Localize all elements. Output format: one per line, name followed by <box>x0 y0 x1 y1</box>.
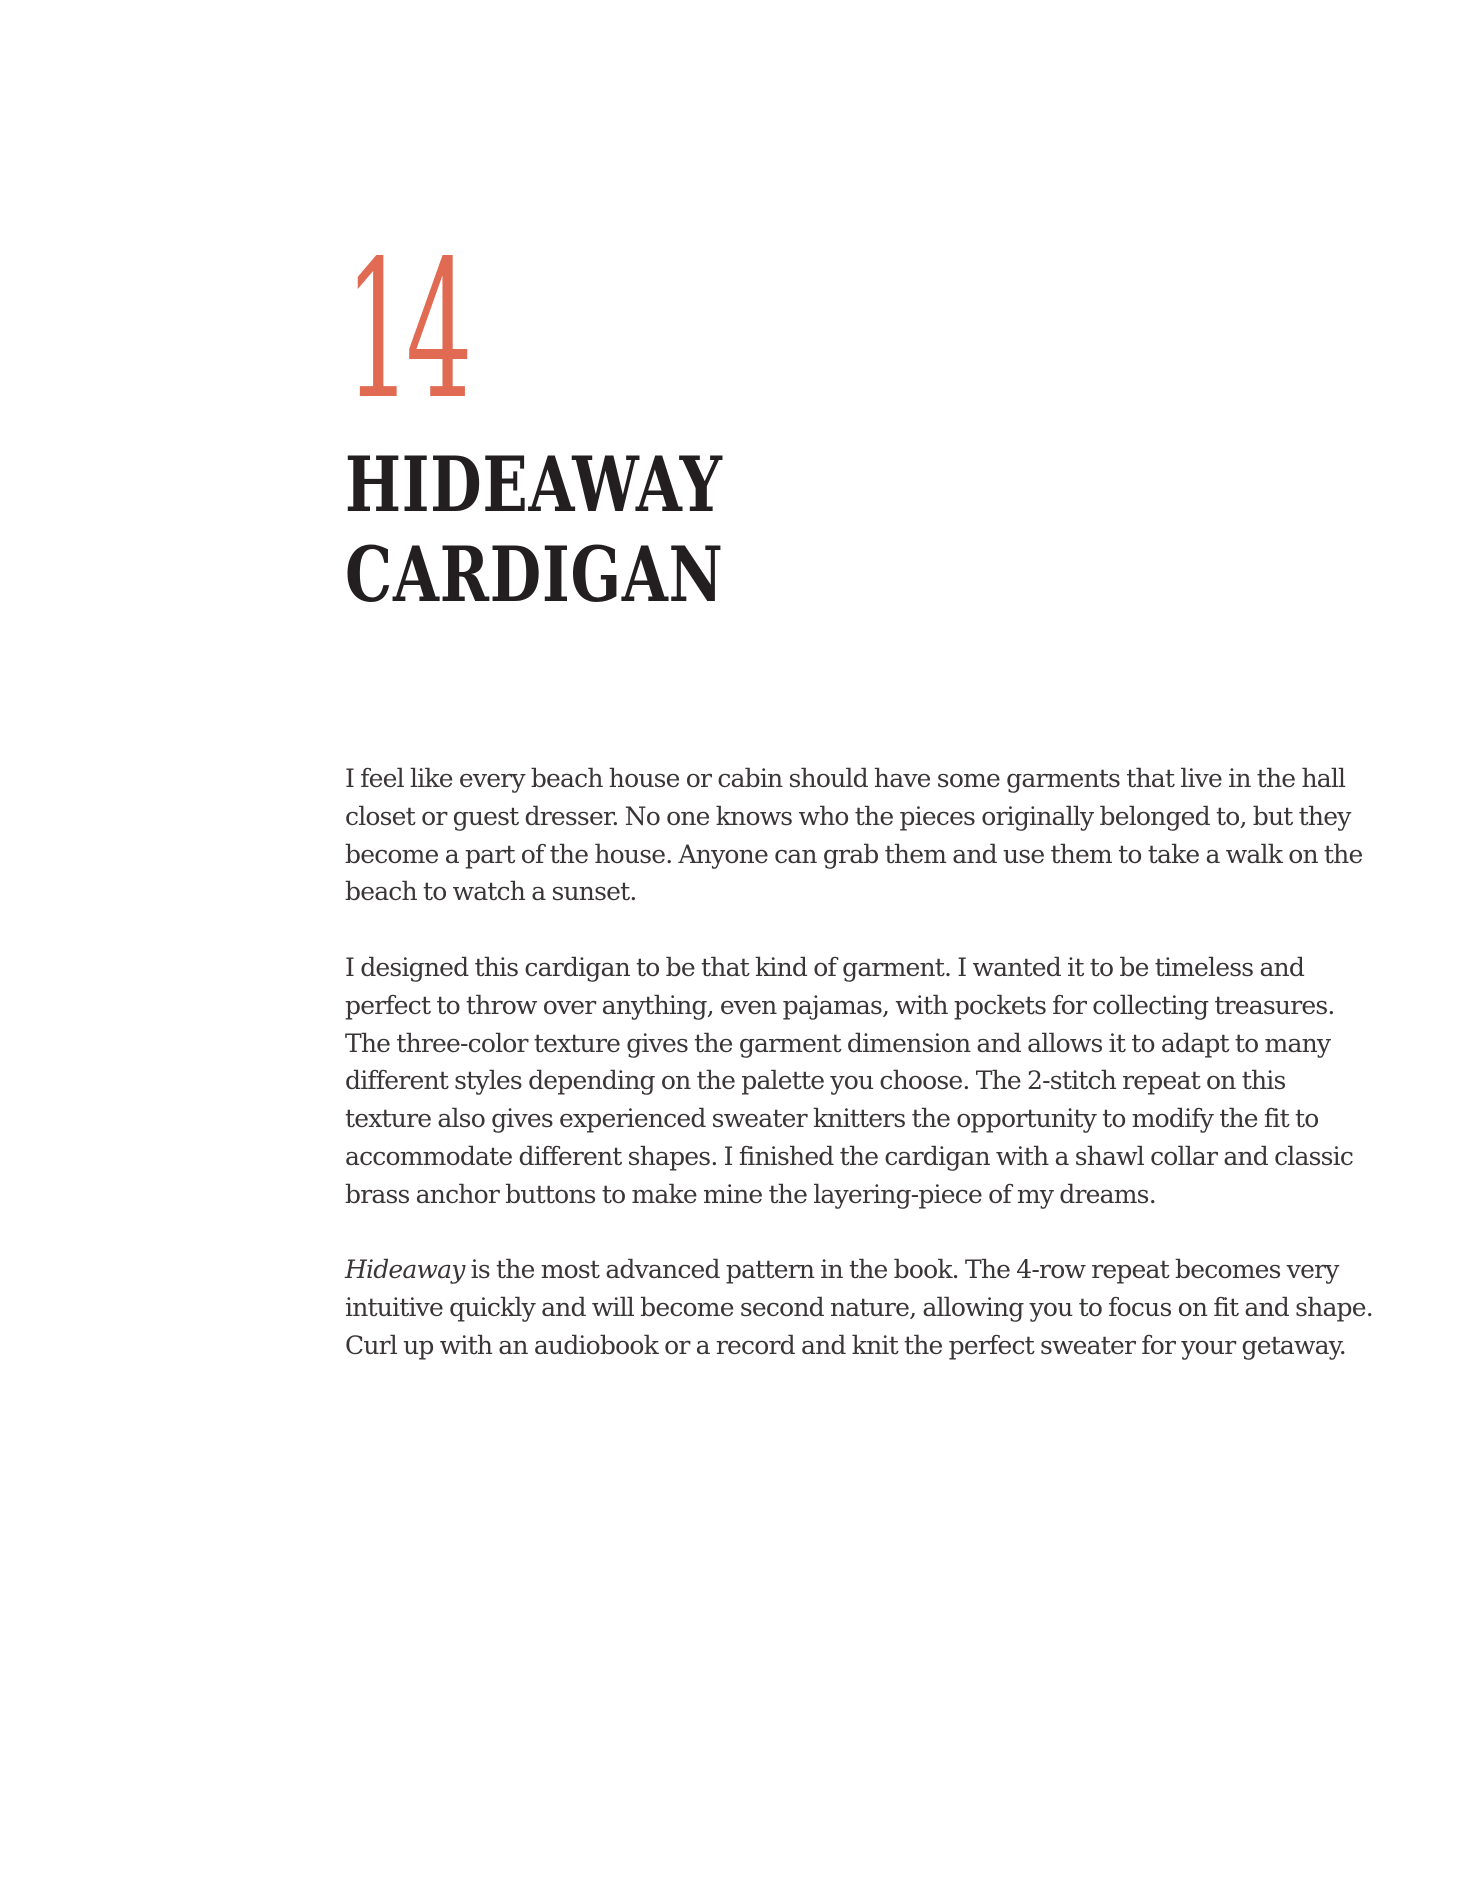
paragraph-2: I designed this cardigan to be that kind of garment. I wanted it to be timeless and perfect to throw over anything, even pajamas, with pockets for collecting treasures. The three-color texture gives the garment dimension and allows it to adapt to many different styles depending on the palette you choose. The 2-stitch repeat on this texture also gives experienced sweater knitters the opportunity to modify the fit to accommodate different shapes. I finished the cardigan with a shawl collar and classic brass anchor buttons to make mine the layering-piece of my dreams. <box>345 952 1354 1209</box>
intro-text <box>345 760 1375 1403</box>
paragraph-3-text: is the most advanced pattern in the book. The 4-row repeat becomes very intuitive quickly and will become second nature, allowing you to focus on fit and shape. Curl up with an audiobook or a record and knit the perfect sweater for your getaway. <box>345 1255 1373 1360</box>
title-line-2: CARDIGAN <box>345 530 724 619</box>
title-line-1: HIDEAWAY <box>345 440 723 529</box>
pattern-name-italic: Hideaway <box>345 1255 465 1285</box>
paragraph-1: I feel like every beach house or cabin should have some garments that live in the hall closet or guest dresser. No one knows who the pieces originally belonged to, but they become a part of the house. Anyone can grab them and use them to take a walk on the beach to watch a sunset. <box>345 764 1363 907</box>
chapter-number: 14 <box>345 220 467 441</box>
page-title <box>345 440 724 620</box>
paragraph-3 <box>345 1251 1375 1364</box>
